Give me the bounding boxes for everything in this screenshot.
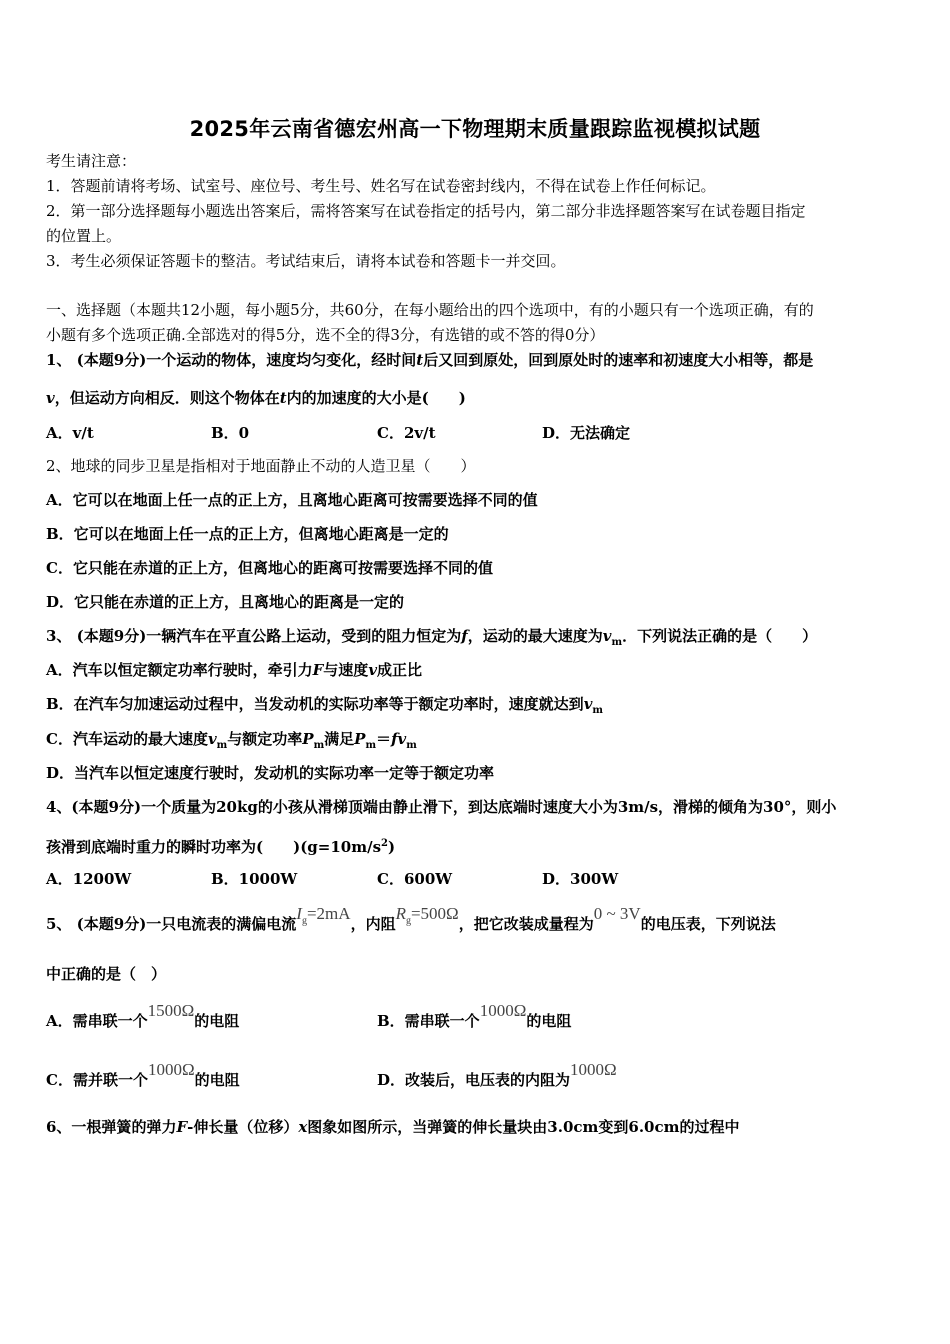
question-2-option-d: D．它只能在赤道的正上方，且离地心的距离是一定的	[46, 593, 405, 611]
question-5-line1: 5、 (本题9分)一只电流表的满偏电流$I_g=2mA$，内阻$R_g=500\Omega$，把它改装成量程为0 ~ 3V的电压表，下列说法	[46, 904, 776, 933]
question-3-stem: 3、 (本题9分)一辆汽车在平直公路上运动，受到的阻力恒定为f，运动的最大速度为$v_m$．下列说法正确的是（ ）	[46, 627, 818, 648]
notice-item: 2．第一部分选择题每小题选出答案后，需将答案写在试卷指定的括号内，第二部分非选择题答案写在试卷题目指定	[46, 202, 806, 220]
question-3-option-c: C．汽车运动的最大速度$v_m$与额定功率$P_m$满足$P_m=fv_m$	[46, 730, 417, 751]
question-1-option-a: A．v/t	[46, 424, 94, 442]
question-4-option-d: D．300W	[542, 870, 619, 888]
question-4-line2: 孩滑到底端时重力的瞬时功率为( )$(g=10m/s^2)$	[46, 838, 396, 856]
question-1-option-b: B．0	[211, 424, 250, 442]
question-1-line2: v，但运动方向相反．则这个物体在t内的加速度的大小是( )	[46, 389, 466, 407]
question-5-option-c: C．需并联一个1000Ω的电阻	[46, 1060, 240, 1089]
question-5-option-d: D．改装后，电压表的内阻为1000Ω	[377, 1060, 617, 1089]
question-5-line2: 中正确的是（ ）	[46, 965, 167, 983]
question-2-option-c: C．它只能在赤道的正上方，但离地心的距离可按需要选择不同的值	[46, 559, 493, 577]
section-heading-line2: 小题有多个选项正确.全部选对的得5分，选不全的得3分，有选错的或不答的得0分）	[46, 326, 605, 344]
question-3-option-d: D．当汽车以恒定速度行驶时，发动机的实际功率一定等于额定功率	[46, 764, 495, 782]
notice-item: 的位置上。	[46, 227, 122, 245]
formula-rg: $R_g=500\Omega$	[395, 904, 459, 927]
question-4-option-c: C．600W	[377, 870, 453, 888]
question-2-option-a: A．它可以在地面上任一点的正上方，且离地心距离可按需要选择不同的值	[46, 491, 538, 509]
question-4-option-a: A．1200W	[46, 870, 132, 888]
question-1-option-c: C．2v/t	[377, 424, 436, 442]
question-1-option-d: D．无法确定	[542, 424, 631, 442]
page-title: 2025年云南省德宏州高一下物理期末质量跟踪监视模拟试题	[189, 117, 761, 141]
notice-heading: 考生请注意：	[46, 152, 137, 170]
question-5-option-a: A．需串联一个1500Ω的电阻	[46, 1001, 240, 1030]
question-1-line1: 1、 (本题9分)一个运动的物体，速度均匀变化，经时间t后又回到原处，回到原处时的速率和初速度大小相等，都是	[46, 351, 814, 369]
section-heading-line1: 一、选择题（本题共12小题，每小题5分，共60分，在每小题给出的四个选项中，有的小题只有一个选项正确，有的	[46, 301, 814, 319]
question-5-option-b: B．需串联一个1000Ω的电阻	[377, 1001, 572, 1030]
formula-ig: $I_g=2mA$	[296, 904, 351, 927]
formula-range: 0 ~ 3V	[593, 904, 641, 923]
question-2-stem: 2、地球的同步卫星是指相对于地面静止不动的人造卫星（ ）	[46, 457, 476, 475]
question-6-stem: 6、一根弹簧的弹力F-伸长量（位移）x图象如图所示，当弹簧的伸长量块由3.0cm变到6.0cm的过程中	[46, 1118, 740, 1136]
question-3-option-a: A．汽车以恒定额定功率行驶时，牵引力F与速度v成正比	[46, 661, 423, 679]
question-3-option-b: B．在汽车匀加速运动过程中，当发动机的实际功率等于额定功率时，速度就达到$v_m$	[46, 695, 603, 716]
question-2-option-b: B．它可以在地面上任一点的正上方，但离地心距离是一定的	[46, 525, 449, 543]
notice-item: 1．答题前请将考场、试室号、座位号、考生号、姓名写在试卷密封线内，不得在试卷上作任何标记。	[46, 177, 716, 195]
notice-item: 3．考生必须保证答题卡的整洁。考试结束后，请将本试卷和答题卡一并交回。	[46, 252, 566, 270]
question-4-line1: 4、(本题9分)一个质量为20kg的小孩从滑梯顶端由静止滑下，到达底端时速度大小为3m/s，滑梯的倾角为30°，则小	[46, 798, 837, 816]
question-4-option-b: B．1000W	[211, 870, 298, 888]
